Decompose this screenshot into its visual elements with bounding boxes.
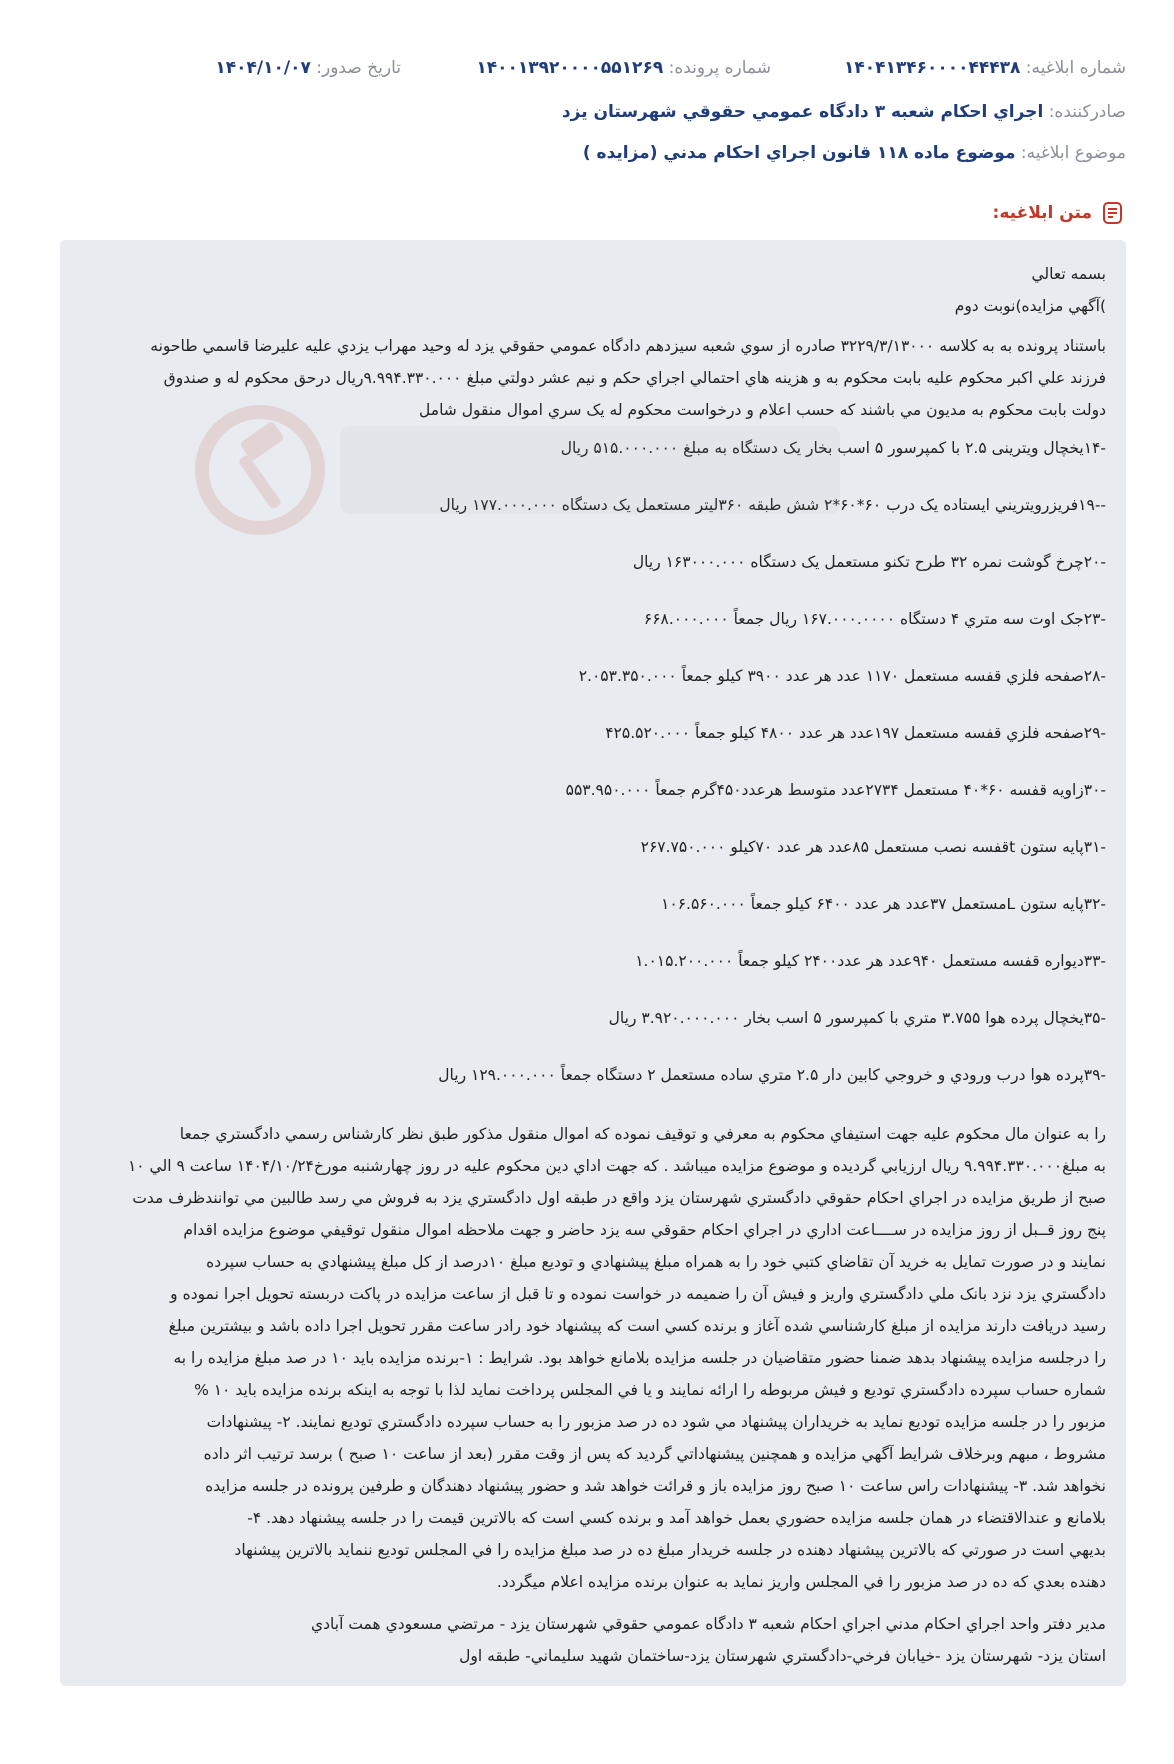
list-item: -۳۹پرده هوا درب ورودي و خروجي کابين دار ۲.۵ متري ساده مستعمل ۲ دستگاه جمعاً ۱۲۹.۰۰۰.۰۰۰ ريال: [438, 1066, 1106, 1084]
issue-date-value: ۱۴۰۴/۱۰/۰۷: [215, 58, 311, 78]
signature-line: مدير دفتر واحد اجراي احکام مدني اجراي احکام شعبه ۳ دادگاه عمومي حقوقي شهرستان يزد - مرتضي مسعودي همت آبادي: [311, 1615, 1106, 1633]
paragraph-line: نخواهد شد. ۳- پيشنهادات راس ساعت ۱۰ صبح روز مزايده باز و قرائت خواهد شد و حضور پيشنهاد دهندگان و طرفين پرونده در جلسه مزايده: [205, 1477, 1106, 1495]
opening-line: بسمه تعالي: [1031, 265, 1106, 283]
paragraph-line: مزبور را در جلسه مزايده توديع نمايد به خريداران پيشنهاد مي شود ده در صد مزبور را به حساب سپرده دادگستري توديع نمايند. ۲- پيشنهادات: [206, 1413, 1106, 1431]
list-item: -۳۱پايه ستون tقفسه نصب مستعمل ۸۵عدد هر عدد ۷۰کيلو ۲۶۷.۷۵۰.۰۰۰: [640, 838, 1106, 856]
notice-body: [60, 240, 1126, 1686]
paragraph-line: به مبلغ۹.۹۹۴.۳۳۰.۰۰۰ ريال ارزيابي گرديده و موضوع مزايده ميباشد . که جهت اداي دين محکوم عليه در روز چهارشنبه مورخ۱۴۰۴/۱۰/۲۴ ساعت ۹ الي ۱۰: [127, 1157, 1106, 1175]
list-item: -۳۳ديواره قفسه مستعمل ۹۴۰عدد هر عدد۲۴۰۰ کيلو جمعاً ۱.۰۱۵.۲۰۰.۰۰۰: [635, 952, 1106, 970]
list-item: -۲۸صفحه فلزي قفسه مستعمل ۱۱۷۰ عدد هر عدد ۳۹۰۰ کيلو جمعاً ۲.۰۵۳.۳۵۰.۰۰۰: [578, 667, 1106, 685]
paragraph-line: را به عنوان مال محکوم عليه جهت استيفاي محکوم به معرفي و توقيف نموده که اموال منقول مذکور طبق نظر کارشناس رسمي دادگستري جمعا: [179, 1125, 1106, 1143]
paragraph-line: پنج روز قــبل از روز مزايده در ســــاعت اداري در اجراي احکام حقوقي سه يزد حاضر و جهت ملاحظه اموال منقول توقيفي موضوع مزايده اقدام: [183, 1221, 1106, 1239]
notice-text-heading: [993, 200, 1126, 226]
intro-paragraph: [80, 330, 1106, 426]
intro-line: دولت بابت محکوم به مديون مي باشند که حسب اعلام و درخواست محکوم له يک سري اموال منقول شامل: [419, 401, 1106, 419]
case-number-label: شماره پرونده:: [668, 58, 771, 78]
subject-row: [48, 143, 1126, 163]
subject-value: موضوع ماده ۱۱۸ قانون اجراي احکام مدني (مزايده ): [582, 143, 1016, 163]
issue-date-label: تاريخ صدور:: [316, 58, 401, 78]
subject-label: موضوع ابلاغيه:: [1020, 143, 1126, 163]
paragraph-line: دادگستري يزد نزد بانک ملي دادگستري واريز و فيش آن را ضميمه در خواست نموده و تا قبل از ساعت مزايده در پاکت دربسته تحويل اجرا نموده و: [170, 1285, 1106, 1303]
notice-number: [844, 58, 1126, 78]
address-line: استان يزد- شهرستان يزد -خيابان فرخي-دادگستري شهرستان يزد-ساختمان شهيد سليماني- طبقه اول: [459, 1647, 1106, 1665]
notice-number-label: شماره ابلاغيه:: [1025, 58, 1126, 78]
paragraph-line: بلامانع و عندالاقتضاء در همان جلسه مزايده حضوري بعمل خواهد آمد و برنده کسي است که بالاترين قيمت را در جلسه پيشنهاد دهد. ۴-: [247, 1509, 1106, 1527]
document-icon: [1100, 200, 1126, 226]
paragraph-line: رسيد دريافت دارند مزايده از مبلغ کارشناسي شده آغاز و برنده کسي است که پيشنهاد خود رادر ساعت مقرر تحويل اجرا داده باشد و بيشترين مبلغ: [168, 1317, 1106, 1335]
list-item: --۱۹فريزرويتريني ايستاده يک درب ۶۰*۶۰*۲ شش طبقه ۳۶۰ليتر مستعمل يک دستگاه ۱۷۷.۰۰۰.۰۰۰ ريال: [439, 496, 1106, 514]
paragraph-line: بديهي است در صورتي که بالاترين پيشنهاد دهنده در جلسه خريدار مبلغ ده در صد مبلغ مزايده را في المجلس توديع ننمايد بالاترين پيشنهاد: [234, 1541, 1106, 1559]
list-item: -۲۳جک اوت سه متري ۴ دستگاه ۱۶۷.۰۰۰.۰۰۰۰ ريال جمعاً ۶۶۸.۰۰۰.۰۰۰: [643, 610, 1106, 628]
paragraph-line: صبح از طريق مزايده در اجراي احکام حقوقي دادگستري شهرستان يزد واقع در طبقه اول دادگستري يزد به فروش مي رسد طالبين مي توانندظرف مدت: [132, 1189, 1106, 1207]
intro-line: فرزند علي اکبر محکوم عليه بابت محکوم به و هزينه هاي احتمالي اجراي حکم و نيم عشر دولتي مبلغ ۹.۹۹۴.۳۳۰.۰۰۰ريال درحق محکوم له و صندوق: [163, 369, 1106, 387]
issuer-value: اجراي احکام شعبه ۳ دادگاه عمومي حقوقي شهرستان يزد: [561, 102, 1044, 122]
list-item: -۳۰زاويه قفسه ۶۰*۴۰ مستعمل ۲۷۳۴عدد متوسط هرعدد۴۵۰گرم جمعاً ۵۵۳.۹۵۰.۰۰۰: [565, 781, 1106, 799]
items-list: [80, 426, 1106, 1110]
paragraph-line: شماره حساب سپرده دادگستري توديع و فيش مربوطه را ارائه نمايند و يا في المجلس پرداخت نمايد لذا با توجه به اينکه برنده مزايده بايد ۱۰ %: [194, 1381, 1106, 1399]
list-item: -۲۹صفحه فلزي قفسه مستعمل ۱۹۷عدد هر عدد ۴۸۰۰ کيلو جمعاً ۴۲۵.۵۲۰.۰۰۰: [605, 724, 1106, 742]
signature-block: [80, 1608, 1106, 1672]
issuer-row: [48, 102, 1126, 122]
paragraph-line: مشروط ، مبهم وبرخلاف شرايط آگهي مزايده و همچنين پيشنهاداتي گرديد که پس از وقت مقرر (بعد از ساعت ۱۰ صبح ) برسد ترتيب اثر داده: [203, 1445, 1106, 1463]
case-number-value: ۱۴۰۰۱۳۹۲۰۰۰۰۵۵۱۲۶۹: [476, 58, 664, 78]
intro-line: باستناد پرونده به به کلاسه ۳۲۲۹/۳/۱۳۰۰۰ صادره از سوي شعبه سيزدهم دادگاه عمومي حقوقي يزد له وحيد مهراب يزدي عليه عليرضا قاسمي طاحونه: [150, 337, 1106, 355]
paragraph-line: دهنده بعدي که ده در صد مزبور را في المجلس واريز نمايد به عنوان برنده مزايده اعلام ميگردد.: [496, 1573, 1106, 1591]
header-row-ids: [48, 58, 1126, 86]
list-item: -۳۲پايه ستون Lمستعمل ۳۷عدد هر عدد ۶۴۰۰ کيلو جمعاً ۱۰۶.۵۶۰.۰۰۰: [661, 895, 1106, 913]
issuer-label: صادرکننده:: [1048, 102, 1126, 122]
notice-number-value: ۱۴۰۴۱۳۴۶۰۰۰۰۴۴۴۳۸: [843, 58, 1021, 78]
auction-heading: )آگهي مزايده)نوبت دوم: [954, 297, 1106, 315]
list-item: -۱۴يخچال ويترينى ۲.۵ با کمپرسور ۵ اسب بخار يک دستگاه به مبلغ ۵۱۵.۰۰۰.۰۰۰ ريال: [560, 439, 1106, 457]
issue-date: [215, 58, 401, 78]
paragraph-line: را درجلسه مزايده پيشنهاد بدهد ضمنا حضور متقاضيان در جلسه مزايده بلامانع خواهد بود. شرايط : ۱-برنده مزايده بايد ۱۰ در صد مبلغ مزايده را به: [173, 1349, 1106, 1367]
list-item: -۳۵يخچال پرده هوا ۳.۷۵۵ متري با کمپرسور ۵ اسب بخار ۳.۹۲۰.۰۰۰.۰۰۰ ريال: [608, 1009, 1106, 1027]
paragraph-line: نمايند و در صورت تمايل به خريد آن تقاضاي کتبي خود را به همراه مبلغ پيشنهادي و توديع مبلغ ۱۰درصد از کل مبلغ پيشنهادي به حساب سپرده: [206, 1253, 1106, 1271]
case-number: [476, 58, 771, 78]
list-item: -۲۰چرخ گوشت نمره ۳۲ طرح تکنو مستعمل يک دستگاه ۱۶۳۰۰۰.۰۰۰ ريال: [632, 553, 1106, 571]
main-paragraph: [80, 1118, 1106, 1598]
notice-text-title: متن ابلاغيه:: [992, 203, 1092, 223]
